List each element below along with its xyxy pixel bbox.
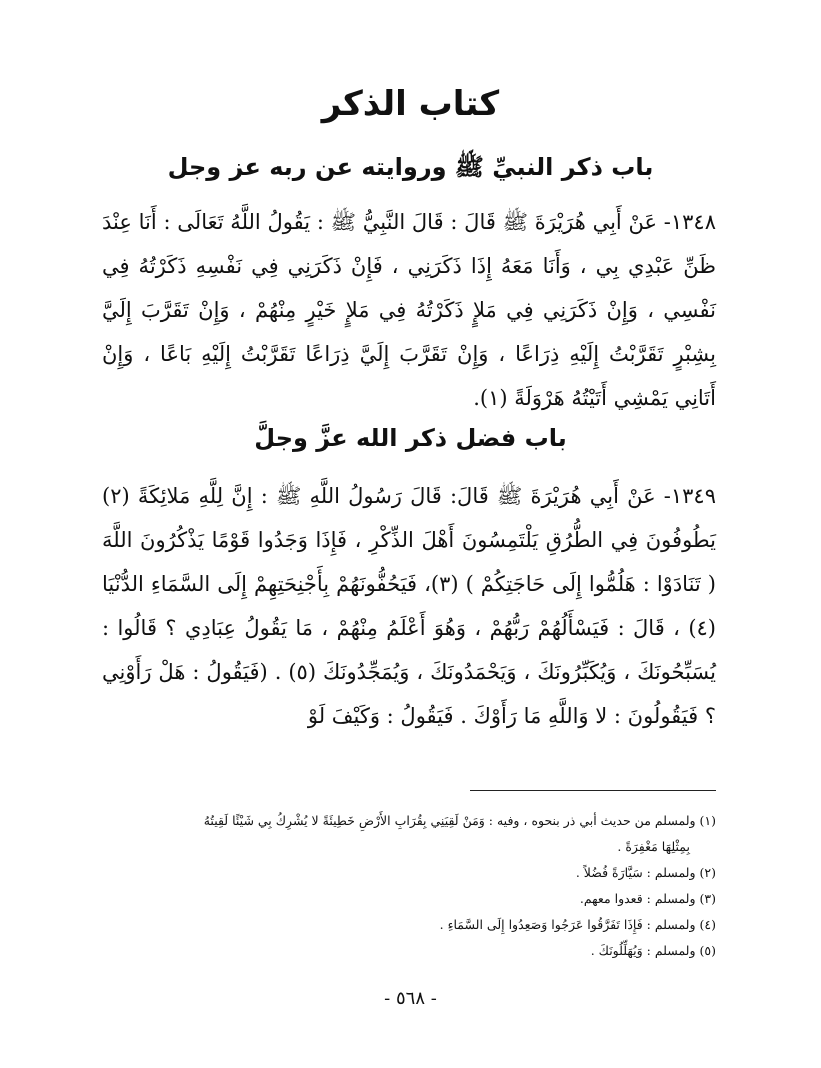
footnote-3: (٣) ولمسلم : قعدوا معهم. [579,891,716,906]
footnote-divider [470,790,716,791]
hadith-number: ١٣٤٩ [670,484,716,508]
footnotes [102,808,716,964]
footnote-5: (٥) ولمسلم : وَيُهَلِّلُونَكَ . [590,943,716,958]
hadith-paragraph [102,200,716,420]
footnote-1-continued: بِمِثْلِهَا مَغْفِرَةً . [617,839,690,854]
hadith-text: - عَنْ أَبِي هُرَيْرَةَ ﷺ قَالَ : قَالَ النَّبِيُّ ﷺ : يَقُولُ اللَّهُ تَعَالَى : أَنَا عِنْدَ ظَنِّ عَبْدِي بِي ، وَأَنَا مَعَهُ إِذَا ذَكَرَنِي ، فَإِنْ ذَكَرَنِي فِي نَفْسِهِ ذَكَرْتُهُ فِي نَفْسِي ، وَإِنْ ذَكَرَنِي فِي مَلإٍ ذَكَرْتُهُ فِي مَلإٍ خَيْرٍ مِنْهُمْ ، وَإِنْ تَقَرَّبَ إِلَيَّ بِشِبْرٍ تَقَرَّبْتُ إِلَيْهِ ذِرَاعًا ، وَإِنْ تَقَرَّبَ إِلَيَّ ذِرَاعًا تَقَرَّبْتُ إِلَيْهِ بَاعًا ، وَإِنْ أَتَانِي يَمْشِي أَتَيْتُهُ هَرْوَلَةً (١). [102,210,716,410]
chapter-heading-2: باب فضل ذكر الله عزَّ وجلَّ [254,424,567,452]
hadith-1349 [102,474,716,738]
footnote-2: (٢) ولمسلم : سَيَّارَةً فُضُلاً . [575,865,716,880]
hadith-text: - عَنْ أَبِي هُرَيْرَةَ ﷺ قَالَ: قَالَ رَسُولُ اللَّهِ ﷺ : إِنَّ لِلَّهِ مَلائِكَةً (٢) يَطُوفُونَ فِي الطُّرُقِ يَلْتَمِسُونَ أَهْلَ الذِّكْرِ ، فَإِذَا وَجَدُوا قَوْمًا يَذْكُرُونَ اللَّهَ ( تَنَادَوْا : هَلُمُّوا إِلَى حَاجَتِكُمْ ) (٣)، فَيَحُفُّونَهُمْ بِأَجْنِحَتِهِمْ إِلَى السَّمَاءِ الدُّنْيَا (٤) ، قَالَ : فَيَسْأَلُهُمْ رَبُّهُمْ ، وَهُوَ أَعْلَمُ مِنْهُمْ ، مَا يَقُولُ عِبَادِي ؟ قَالُوا : يُسَبِّحُونَكَ ، وَيُكَبِّرُونَكَ ، وَيَحْمَدُونَكَ ، وَيُمَجِّدُونَكَ (٥) . (فَيَقُولُ : هَلْ رَأَوْنِي ؟ فَيَقُولُونَ : لا وَاللَّهِ مَا رَأَوْكَ . فَيَقُولُ : وَكَيْفَ لَوْ [102,484,716,728]
footnote-1: (١) ولمسلم من حديث أبي ذر بنحوه ، وفيه : وَمَنْ لَقِيَنِي بِقُرَابِ الأَرْضِ خَطِيئَةً لا يُشْرِكُ بِي شَيْئًا لَقِيتُهُ [203,813,716,828]
footnote-4: (٤) ولمسلم : فَإِذَا تَفَرَّقُوا عَرَجُوا وَصَعِدُوا إِلَى السَّمَاءِ . [439,917,716,932]
hadith-paragraph [102,474,716,738]
chapter-heading-1: باب ذكر النبيِّ ﷺ وروايته عن ربه عز وجل [167,153,654,181]
book-title: كتاب الذكر [321,84,500,124]
hadith-number: ١٣٤٨ [670,210,716,234]
hadith-1348 [102,200,716,420]
page-number: - ٥٦٨ - [384,988,437,1009]
